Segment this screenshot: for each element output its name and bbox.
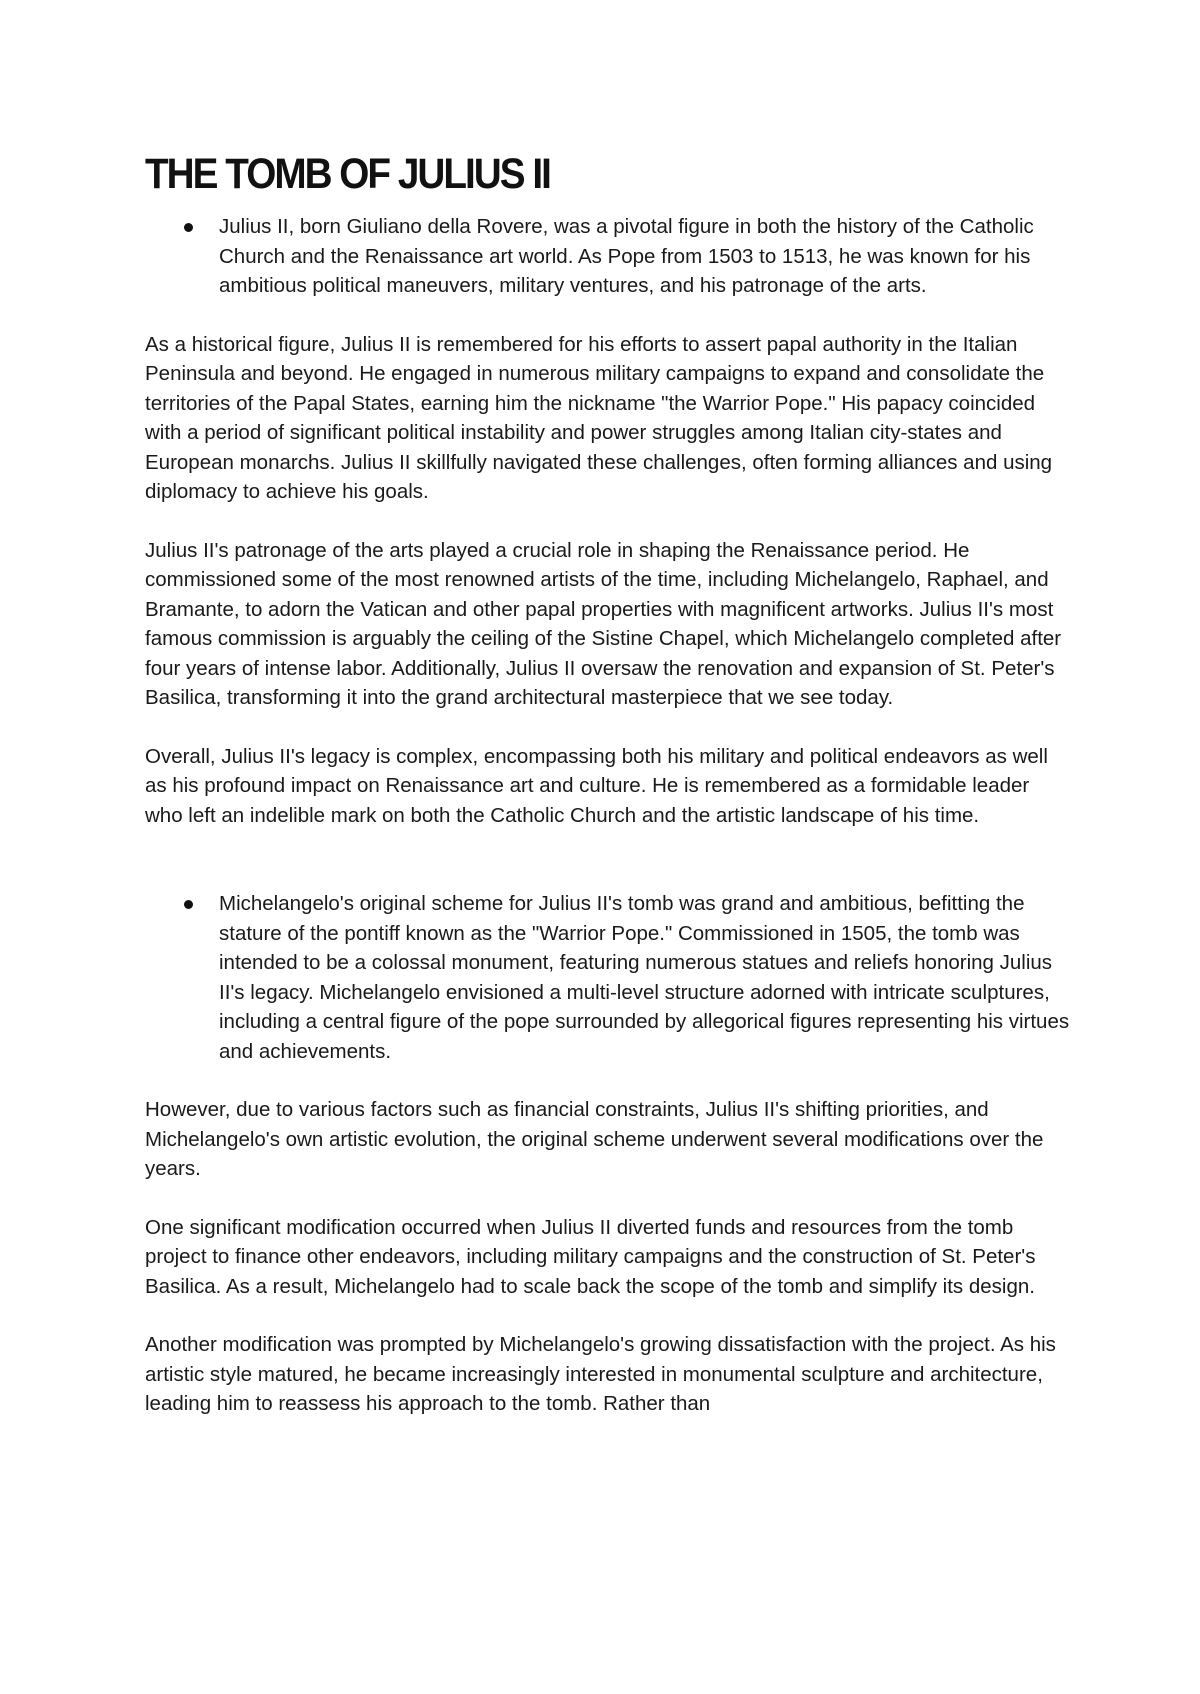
paragraph-legacy: Overall, Julius II's legacy is complex, encompassing both his military and political endeavors as well as his profound impact on Renaissance art and culture. He is remembered as a formidable leader who left an indelible mark on both the Catholic Church and the artistic landscape of his time. bbox=[145, 744, 1048, 827]
paragraph-diverted-funds: One significant modification occurred when Julius II diverted funds and resources from the tomb project to finance other endeavors, including military campaigns and the construction of St. Peter's Basilica. As a result, Michelangelo had to scale back the scope of the tomb and simplify its design. bbox=[145, 1215, 1036, 1298]
bullet-dot-icon bbox=[184, 900, 193, 909]
blank-line bbox=[145, 830, 1070, 889]
bullet-item bbox=[145, 212, 1070, 301]
bullet-text: Julius II, born Giuliano della Rovere, was a pivotal figure in both the history of the Catholic Church and the Renaissance art world. As Pope from 1503 to 1513, he was known for his ambitious political maneuvers, military ventures, and his patronage of the arts. bbox=[219, 215, 1034, 297]
paragraph-modifications: However, due to various factors such as financial constraints, Julius II's shifting priorities, and Michelangelo's own artistic evolution, the original scheme underwent several modifications over the years. bbox=[145, 1098, 1044, 1180]
document-body bbox=[145, 148, 1070, 1419]
document-title: THE TOMB OF JULIUS II bbox=[145, 150, 550, 198]
paragraph-historical-figure: As a historical figure, Julius II is remembered for his efforts to assert papal authority in the Italian Peninsula and beyond. He engaged in numerous military campaigns to expand and consolidate the territories of the Papal States, earning him the nickname "the Warrior Pope." His papacy coincided with a period of significant political instability and power struggles among Italian city-states and European monarchs. Julius II skillfully navigated these challenges, often forming alliances and using diplomacy to achieve his goals. bbox=[145, 332, 1053, 503]
bullet-text: Michelangelo's original scheme for Julius II's tomb was grand and ambitious, befitting the stature of the pontiff known as the "Warrior Pope." Commissioned in 1505, the tomb was intended to be a colossal monument, featuring numerous statues and reliefs honoring Julius II's legacy. Michelangelo envisioned a multi-level structure adorned with intricate sculptures, including a central figure of the pope surrounded by allegorical figures representing his virtues and achievements. bbox=[219, 892, 1070, 1063]
bullet-item bbox=[145, 889, 1070, 1066]
bullet-dot-icon bbox=[184, 223, 193, 232]
paragraph-patronage: Julius II's patronage of the arts played a crucial role in shaping the Renaissance period. He commissioned some of the most renowned artists of the time, including Michelangelo, Raphael, and Bramante, to adorn the Vatican and other papal properties with magnificent artworks. Julius II's most famous commission is arguably the ceiling of the Sistine Chapel, which Michelangelo completed after four years of intense labor. Additionally, Julius II oversaw the renovation and expansion of St. Peter's Basilica, transforming it into the grand architectural masterpiece that we see today. bbox=[145, 538, 1062, 709]
paragraph-dissatisfaction: Another modification was prompted by Michelangelo's growing dissatisfaction with the project. As his artistic style matured, he became increasingly interested in monumental sculpture and architecture, leading him to reassess his approach to the tomb. Rather than bbox=[145, 1333, 1056, 1415]
